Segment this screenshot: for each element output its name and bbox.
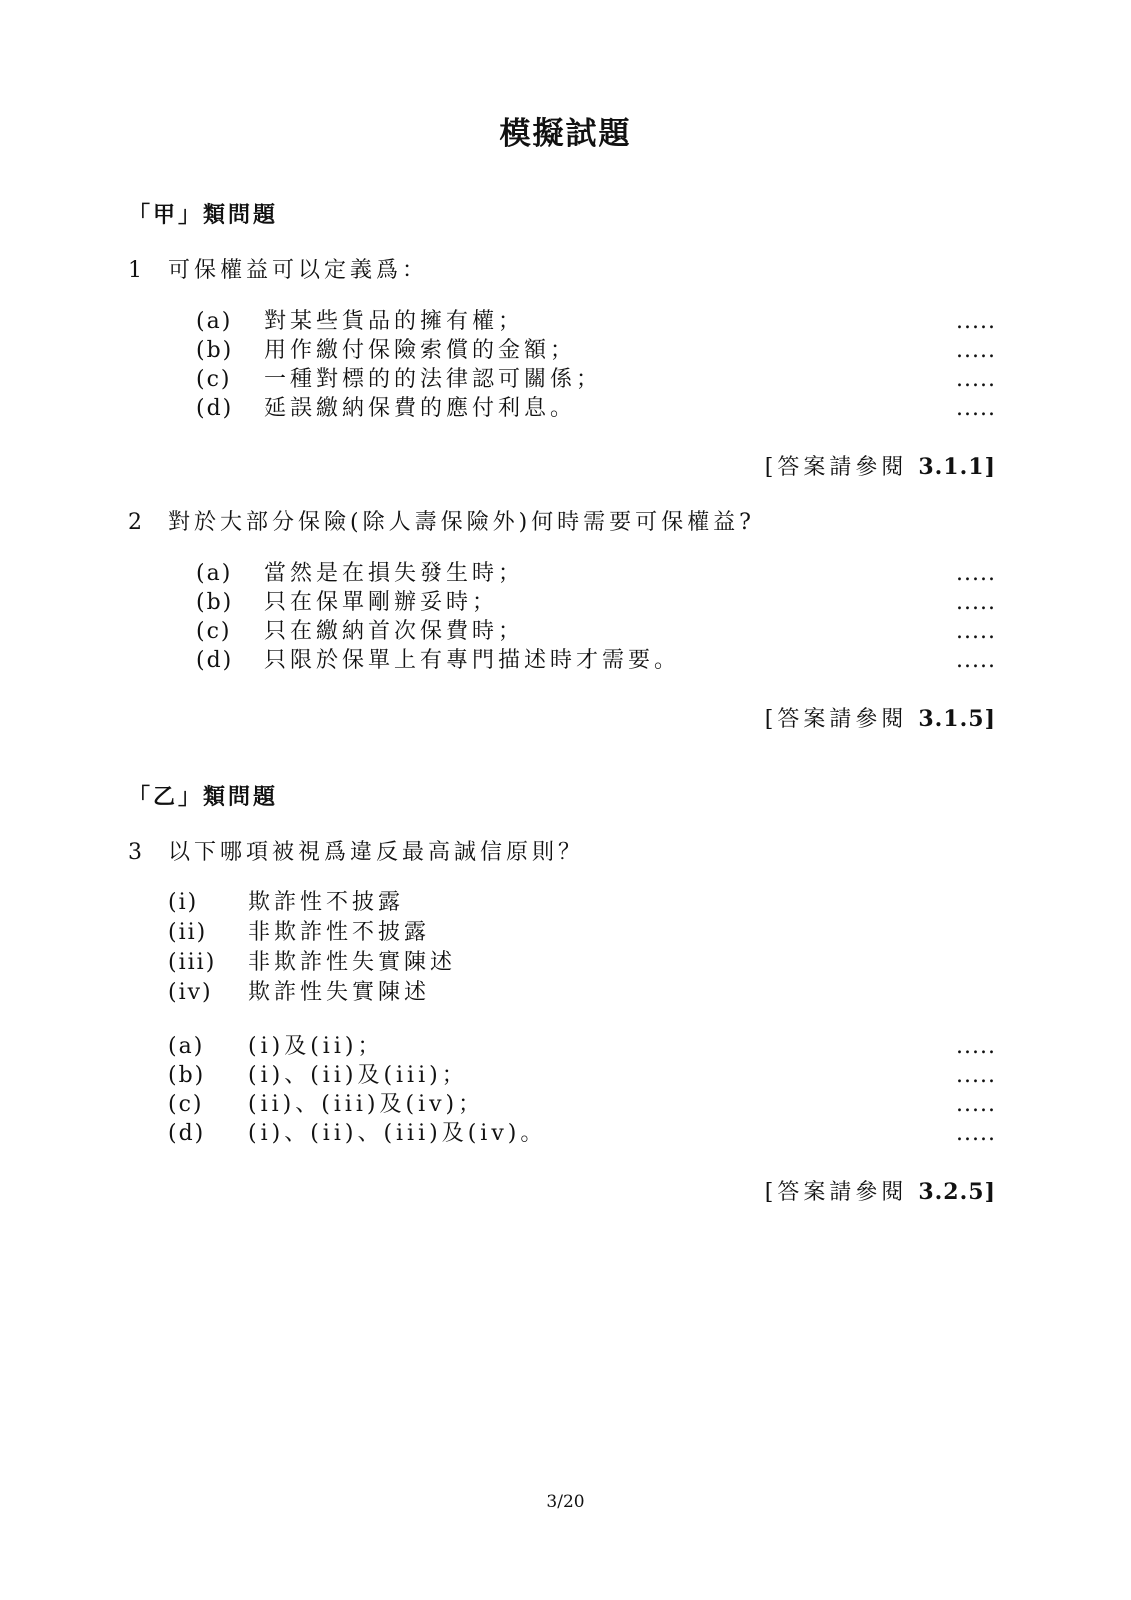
answer-dots: ..... — [956, 561, 996, 586]
option-a — [196, 559, 996, 588]
answer-dots: ..... — [956, 619, 996, 644]
question-2 — [128, 505, 755, 536]
option-text: 只在繳納首次保費時； — [264, 619, 525, 644]
page-number: 3/20 — [546, 1492, 585, 1512]
question-3-options — [168, 1032, 996, 1148]
statement-i — [168, 888, 456, 918]
question-3 — [128, 835, 584, 866]
reference-suffix: ] — [984, 706, 996, 732]
option-d — [168, 1119, 996, 1148]
option-text: 只限於保單上有專門描述時才需要。 — [264, 648, 681, 673]
statement-text: 非欺詐性失實陳述 — [248, 950, 457, 975]
statement-text: 欺詐性失實陳述 — [248, 980, 431, 1005]
answer-dots: ..... — [956, 309, 996, 334]
option-text: (i)、(ii)及(iii)； — [248, 1063, 468, 1088]
reference-prefix: [答案請參閱 — [764, 707, 908, 732]
answer-dots: ..... — [956, 367, 996, 392]
statement-text: 非欺詐性不披露 — [248, 920, 431, 945]
option-d — [196, 394, 996, 423]
question-3-statements — [168, 888, 456, 1008]
option-text: 用作繳付保險索償的金額； — [264, 338, 577, 363]
question-text: 對於大部分保險(除人壽保險外)何時需要可保權益? — [168, 510, 755, 535]
option-c — [168, 1090, 996, 1119]
option-text: (i)及(ii)； — [248, 1034, 384, 1059]
option-b — [196, 588, 996, 617]
statement-ii — [168, 918, 456, 948]
option-label: (b) — [196, 590, 234, 615]
question-number: 1 — [128, 258, 142, 283]
option-c — [196, 617, 996, 646]
answer-dots: ..... — [956, 1121, 996, 1146]
option-text: (ii)、(iii)及(iv)； — [248, 1092, 485, 1117]
reference-number: 3.1.5 — [918, 706, 985, 732]
statement-iii — [168, 948, 456, 978]
option-a — [168, 1032, 996, 1061]
answer-reference-3 — [765, 1175, 996, 1206]
answer-reference-2 — [765, 702, 996, 733]
page-title: 模擬試題 — [499, 116, 632, 152]
reference-number: 3.2.5 — [918, 1179, 985, 1205]
statement-label: (iv) — [168, 980, 213, 1005]
answer-dots: ..... — [956, 1063, 996, 1088]
question-1-options — [196, 307, 996, 423]
option-text: 一種對標的的法律認可關係； — [264, 367, 603, 392]
option-text: 延誤繳納保費的應付利息。 — [264, 396, 577, 421]
question-number: 3 — [128, 840, 142, 865]
option-text: 對某些貨品的擁有權； — [264, 309, 525, 334]
question-number: 2 — [128, 510, 142, 535]
answer-dots: ..... — [956, 590, 996, 615]
answer-reference-1 — [765, 450, 996, 481]
option-b — [196, 336, 996, 365]
option-label: (a) — [196, 309, 233, 334]
answer-dots: ..... — [956, 648, 996, 673]
section-heading-a: 「甲」類問題 — [128, 202, 279, 228]
statement-iv — [168, 978, 456, 1008]
question-text: 可保權益可以定義爲： — [168, 258, 429, 283]
option-label: (a) — [196, 561, 233, 586]
reference-suffix: ] — [984, 1179, 996, 1205]
statement-label: (iii) — [168, 950, 217, 975]
option-text: 只在保單剛辦妥時； — [264, 590, 499, 615]
answer-dots: ..... — [956, 338, 996, 363]
reference-suffix: ] — [984, 454, 996, 480]
option-text: (i)、(ii)、(iii)及(iv)。 — [248, 1121, 547, 1146]
question-1 — [128, 253, 428, 284]
option-b — [168, 1061, 996, 1090]
option-label: (a) — [168, 1034, 205, 1059]
statement-label: (ii) — [168, 920, 208, 945]
option-label: (d) — [196, 396, 234, 421]
option-label: (c) — [196, 619, 232, 644]
question-2-options — [196, 559, 996, 675]
option-label: (b) — [168, 1063, 206, 1088]
section-heading-b: 「乙」類問題 — [128, 784, 279, 810]
option-a — [196, 307, 996, 336]
answer-dots: ..... — [956, 1092, 996, 1117]
option-text: 當然是在損失發生時； — [264, 561, 525, 586]
answer-dots: ..... — [956, 396, 996, 421]
reference-number: 3.1.1 — [918, 454, 985, 480]
option-c — [196, 365, 996, 394]
option-label: (b) — [196, 338, 234, 363]
answer-dots: ..... — [956, 1034, 996, 1059]
option-label: (d) — [168, 1121, 206, 1146]
statement-label: (i) — [168, 890, 199, 915]
option-d — [196, 646, 996, 675]
reference-prefix: [答案請參閱 — [764, 455, 908, 480]
question-text: 以下哪項被視爲違反最高誠信原則？ — [168, 840, 585, 865]
option-label: (c) — [196, 367, 232, 392]
option-label: (c) — [168, 1092, 204, 1117]
option-label: (d) — [196, 648, 234, 673]
reference-prefix: [答案請參閱 — [764, 1180, 908, 1205]
statement-text: 欺詐性不披露 — [248, 890, 405, 915]
